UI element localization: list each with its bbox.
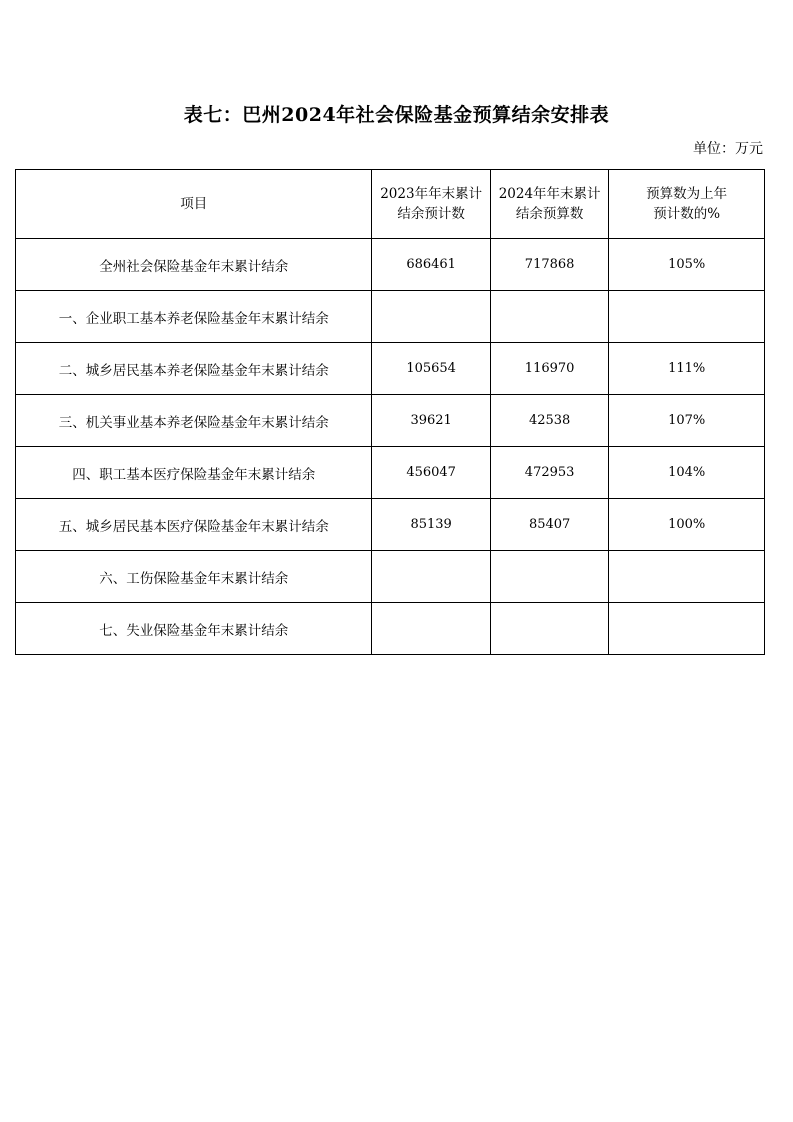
row-2023-value: 686461 xyxy=(372,239,490,291)
row-ratio-value: 100% xyxy=(609,499,765,551)
table-row xyxy=(16,499,765,551)
header-ratio-line1: 预算数为上年 xyxy=(646,186,728,202)
row-2024-value: 472953 xyxy=(490,447,608,499)
row-2024-value: 85407 xyxy=(490,499,608,551)
row-ratio-value: 111% xyxy=(609,343,765,395)
table-row xyxy=(16,551,765,603)
row-item: 二、城乡居民基本养老保险基金年末累计结余 xyxy=(16,343,372,395)
row-ratio-value: 104% xyxy=(609,447,765,499)
row-2023-value: 105654 xyxy=(372,343,490,395)
row-2024-value: 116970 xyxy=(490,343,608,395)
table-row xyxy=(16,447,765,499)
header-2024-budget xyxy=(490,170,608,239)
row-2023-value: 456047 xyxy=(372,447,490,499)
header-item xyxy=(16,170,372,239)
row-item: 五、城乡居民基本医疗保险基金年末累计结余 xyxy=(16,499,372,551)
table-header-row xyxy=(16,170,765,239)
row-item: 六、工伤保险基金年末累计结余 xyxy=(16,551,372,603)
row-2023-value xyxy=(372,291,490,343)
header-2024-line1: 2024年年末累计 xyxy=(498,186,601,202)
row-2023-value: 39621 xyxy=(372,395,490,447)
row-item: 三、机关事业基本养老保险基金年末累计结余 xyxy=(16,395,372,447)
row-ratio-value xyxy=(609,603,765,655)
header-2023-line1: 2023年年末累计 xyxy=(380,186,483,202)
table-row xyxy=(16,239,765,291)
table-row xyxy=(16,291,765,343)
header-2024-line2: 结余预算数 xyxy=(515,206,584,222)
row-ratio-value xyxy=(609,291,765,343)
header-item-label: 项目 xyxy=(180,196,208,212)
row-2023-value: 85139 xyxy=(372,499,490,551)
header-ratio xyxy=(609,170,765,239)
header-2023-estimate xyxy=(372,170,490,239)
table-row xyxy=(16,603,765,655)
row-2024-value: 42538 xyxy=(490,395,608,447)
budget-table xyxy=(15,169,765,655)
page-title: 表七：巴州2024年社会保险基金预算结余安排表 xyxy=(183,104,610,126)
row-item: 七、失业保险基金年末累计结余 xyxy=(16,603,372,655)
row-2024-value: 717868 xyxy=(490,239,608,291)
row-ratio-value: 107% xyxy=(609,395,765,447)
header-2023-line2: 结余预计数 xyxy=(397,206,465,222)
header-ratio-line2: 预计数的% xyxy=(653,206,721,222)
row-2024-value xyxy=(490,603,608,655)
row-2024-value xyxy=(490,551,608,603)
row-2024-value xyxy=(490,291,608,343)
row-item: 一、企业职工基本养老保险基金年末累计结余 xyxy=(16,291,372,343)
row-item: 全州社会保险基金年末累计结余 xyxy=(16,239,372,291)
row-ratio-value xyxy=(609,551,765,603)
row-ratio-value: 105% xyxy=(609,239,765,291)
unit-label: 单位：万元 xyxy=(693,141,763,157)
row-2023-value xyxy=(372,603,490,655)
table-row xyxy=(16,395,765,447)
row-item: 四、职工基本医疗保险基金年末累计结余 xyxy=(16,447,372,499)
table-row xyxy=(16,343,765,395)
row-2023-value xyxy=(372,551,490,603)
